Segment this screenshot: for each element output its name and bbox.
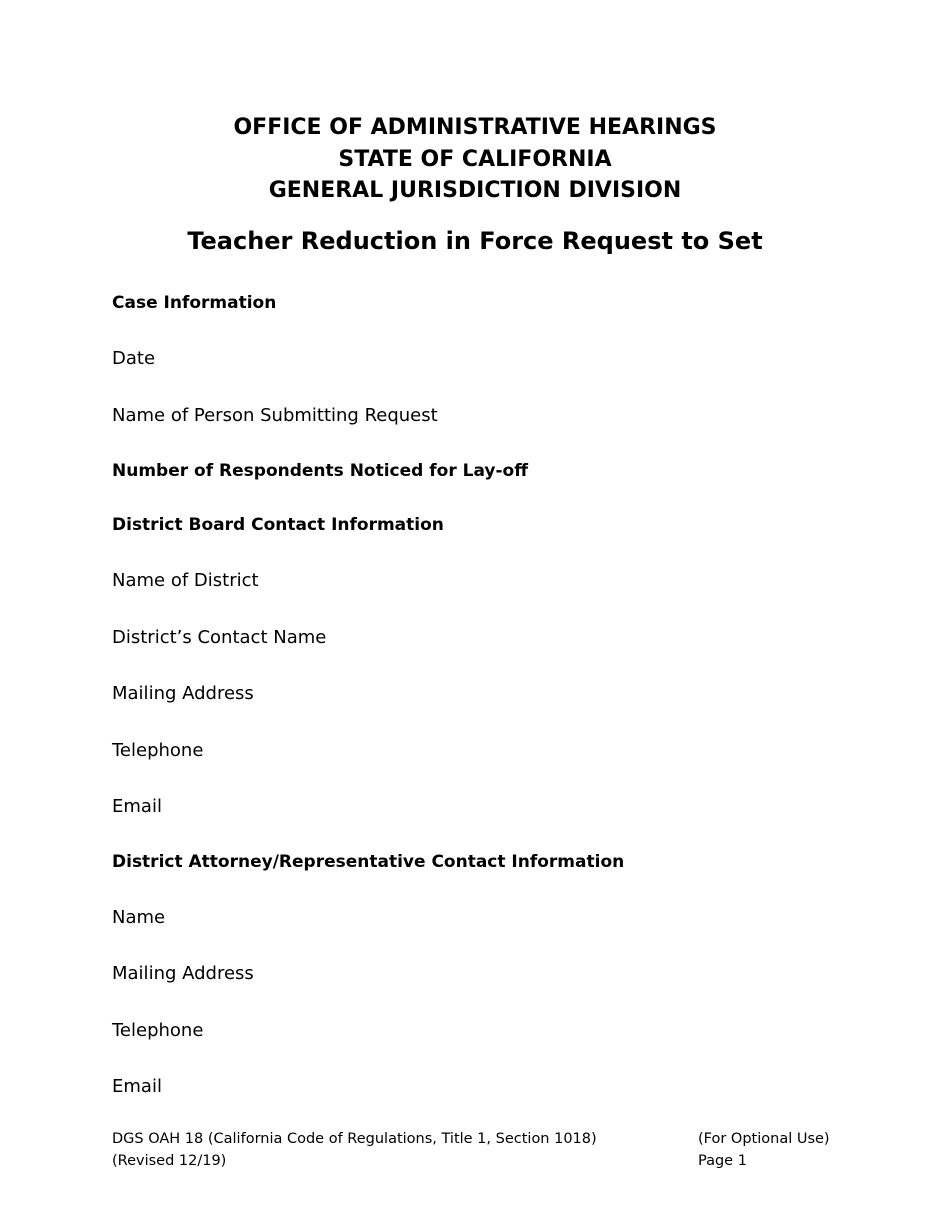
page-title: Teacher Reduction in Force Request to Set — [187, 227, 763, 255]
header-state: STATE OF CALIFORNIA — [338, 147, 612, 172]
district-name-field-label[interactable]: Name of District — [112, 570, 259, 591]
section-case-information: Case Information — [112, 293, 277, 313]
district-contact-name-field-label[interactable]: District’s Contact Name — [112, 627, 327, 648]
header-agency: OFFICE OF ADMINISTRATIVE HEARINGS — [233, 115, 717, 140]
date-field-label[interactable]: Date — [112, 348, 156, 369]
footer-form-info — [112, 1128, 597, 1172]
footer-form-id: DGS OAH 18 (California Code of Regulations, Title 1, Section 1018) — [112, 1131, 597, 1147]
section-district-board-contact: District Board Contact Information — [112, 515, 444, 535]
attorney-telephone-field-label[interactable]: Telephone — [112, 1020, 204, 1041]
respondents-count-label[interactable]: Number of Respondents Noticed for Lay-off — [112, 461, 528, 481]
footer-page-number: Page 1 — [698, 1153, 747, 1169]
header-division: GENERAL JURISDICTION DIVISION — [268, 178, 682, 203]
attorney-name-field-label[interactable]: Name — [112, 907, 166, 928]
district-mailing-address-field-label[interactable]: Mailing Address — [112, 683, 254, 704]
district-telephone-field-label[interactable]: Telephone — [112, 740, 204, 761]
attorney-email-field-label[interactable]: Email — [112, 1076, 162, 1097]
submitter-name-field-label[interactable]: Name of Person Submitting Request — [112, 405, 438, 426]
district-email-field-label[interactable]: Email — [112, 796, 162, 817]
section-district-attorney-contact: District Attorney/Representative Contact Information — [112, 852, 625, 872]
attorney-mailing-address-field-label[interactable]: Mailing Address — [112, 963, 254, 984]
footer-revision: (Revised 12/19) — [112, 1153, 227, 1169]
footer-usage: (For Optional Use) — [698, 1131, 830, 1147]
footer-page-info — [698, 1128, 830, 1172]
